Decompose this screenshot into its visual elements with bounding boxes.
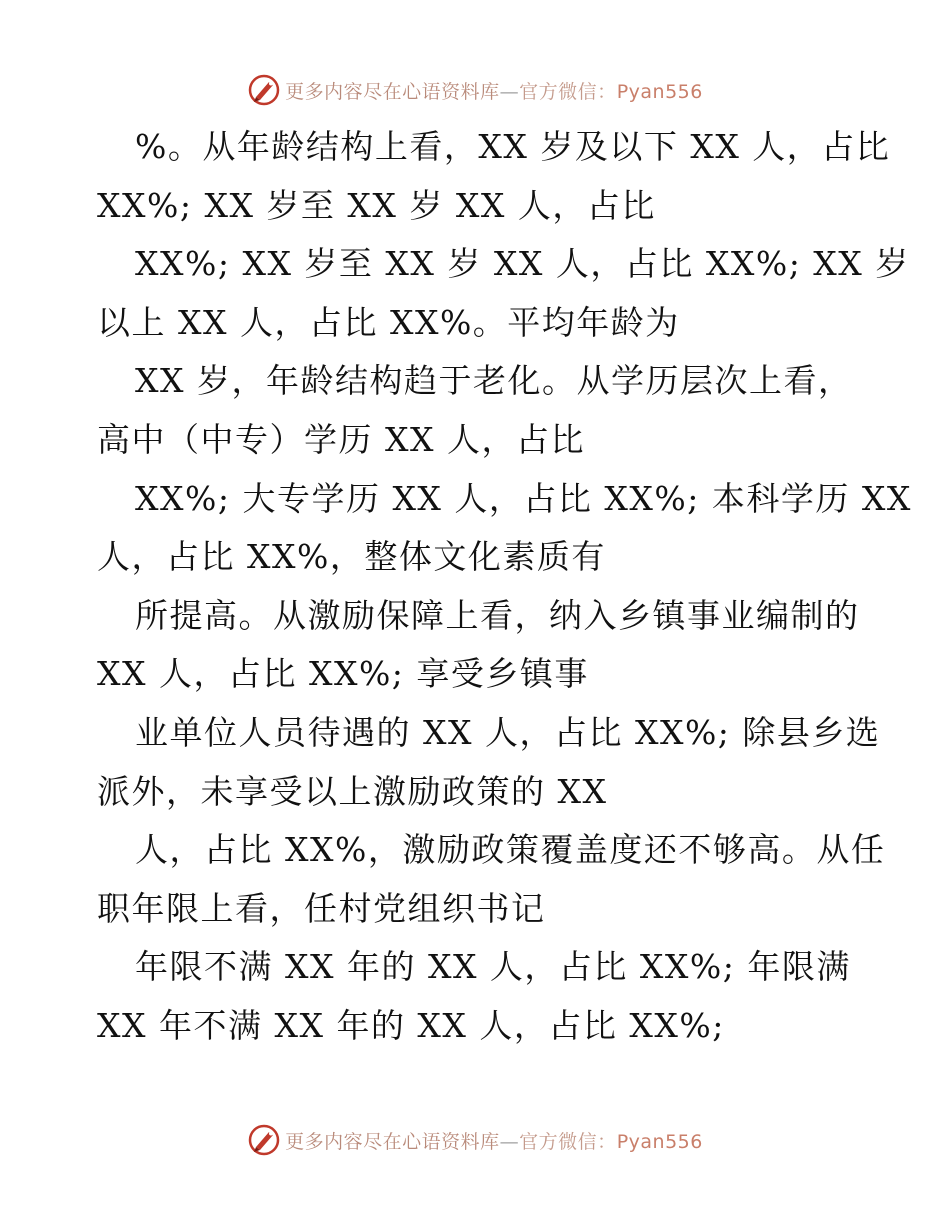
document-body — [97, 118, 912, 1056]
body-line: 年限不满 XX 年的 XX 人，占比 XX%; 年限满 — [135, 947, 851, 987]
body-line: 业单位人员待遇的 XX 人，占比 XX%; 除县乡选 — [135, 712, 881, 752]
watermark-separator: — — [499, 80, 520, 103]
body-line: XX%; XX 岁至 XX 岁 XX 人，占比 XX%; XX 岁 — [135, 244, 910, 284]
watermark-wechat-id: Pyan556 — [616, 1130, 703, 1153]
body-line: 派外，未享受以上激励政策的 XX — [97, 771, 608, 811]
pen-logo-icon — [247, 1123, 281, 1157]
body-line: 人，占比 XX%，激励政策覆盖度还不够高。从任 — [135, 830, 886, 870]
body-line: 以上 XX 人，占比 XX%。平均年龄为 — [97, 302, 680, 342]
body-line: XX%; 大专学历 XX 人，占比 XX%; 本科学历 XX — [135, 478, 912, 518]
body-line: XX 人，占比 XX%; 享受乡镇事 — [97, 654, 589, 694]
watermark-wechat-label: 官方微信： — [519, 80, 617, 103]
body-line: %。从年龄结构上看，XX 岁及以下 XX 人，占比 — [135, 127, 891, 166]
footer-watermark — [0, 1120, 950, 1160]
body-line: XX 年不满 XX 年的 XX 人，占比 XX%; — [97, 1005, 725, 1045]
watermark-wechat-id: Pyan556 — [616, 80, 703, 103]
pen-logo-icon — [247, 73, 281, 107]
watermark-wechat-label: 官方微信： — [519, 1130, 617, 1153]
watermark-brand: 更多内容尽在心语资料库 — [285, 80, 500, 103]
body-line: 所提高。从激励保障上看，纳入乡镇事业编制的 — [135, 595, 860, 635]
watermark-separator: — — [499, 1130, 520, 1153]
body-line: XX 岁，年龄结构趋于老化。从学历层次上看， — [135, 361, 853, 401]
body-line: 高中（中专）学历 XX 人，占比 — [97, 419, 585, 459]
body-line: 人，占比 XX%，整体文化素质有 — [97, 537, 606, 577]
body-line: XX%; XX 岁至 XX 岁 XX 人，占比 — [97, 185, 656, 225]
body-line: 职年限上看，任村党组织书记 — [97, 888, 546, 928]
header-watermark — [0, 70, 950, 110]
watermark-brand: 更多内容尽在心语资料库 — [285, 1130, 500, 1153]
